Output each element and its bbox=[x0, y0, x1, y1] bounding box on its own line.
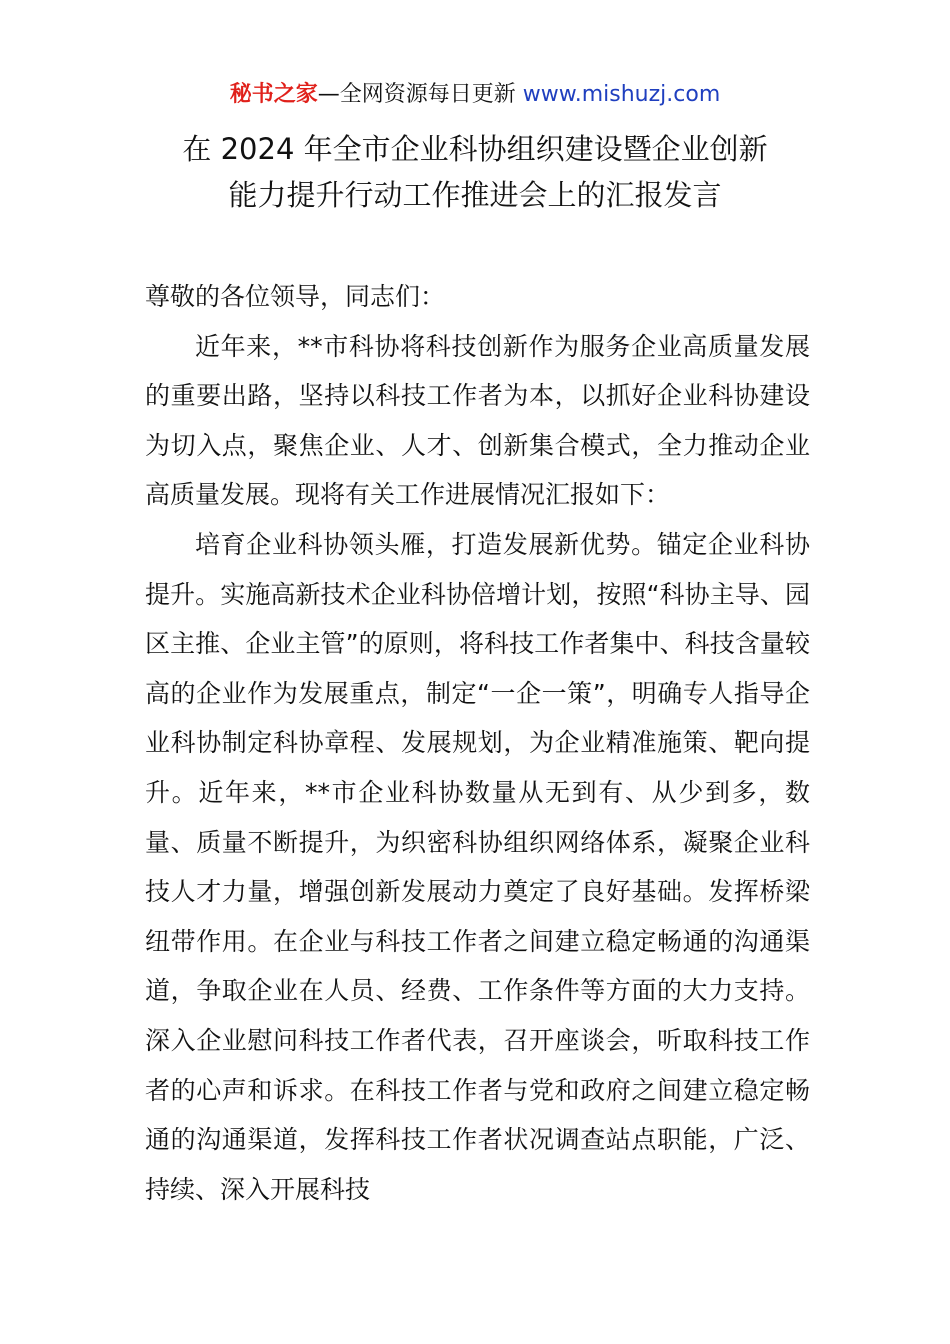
document-title-line-2: 能力提升行动工作推进会上的汇报发言 bbox=[228, 178, 722, 212]
body-paragraph-section-1: 培育企业科协领头雁，打造发展新优势。锚定企业科协提升。实施高新技术企业科协倍增计划，按照“科协主导、园区主推、企业主管”的原则，将科技工作者集中、科技含量较高的企业作为发展重点，制定“一企一策”，明确专人指导企业科协制定科协章程、发展规划，为企业精准施策、靶向提升。近年来，**市企业科协数量从无到有、从少到多，数量、质量不断提升，为织密科协组织网络体系，凝聚企业科技人才力量，增强创新发展动力奠定了良好基础。发挥桥梁纽带作用。在企业与科技工作者之间建立稳定畅通的沟通渠道，争取企业在人员、经费、工作条件等方面的大力支持。深入企业慰问科技工作者代表，召开座谈会，听取科技工作者的心声和诉求。在科技工作者与党和政府之间建立稳定畅通的沟通渠道，发挥科技工作者状况调查站点职能，广泛、持续、深入开展科技 bbox=[145, 529, 810, 1204]
document-title-line-1: 在 2024 年全市企业科协组织建设暨企业创新 bbox=[182, 132, 768, 166]
site-header bbox=[0, 78, 950, 112]
document-body bbox=[145, 272, 810, 1214]
site-url-link[interactable]: www.mishuzj.com bbox=[522, 82, 721, 107]
salutation: 尊敬的各位领导，同志们： bbox=[145, 282, 446, 311]
document-title bbox=[100, 126, 850, 218]
site-name: 秘书之家 bbox=[229, 82, 318, 107]
body-paragraph-intro: 近年来，**市科协将科技创新作为服务企业高质量发展的重要出路，坚持以科技工作者为本，以抓好企业科协建设为切入点，聚焦企业、人才、创新集合模式，全力推动企业高质量发展。现将有关工作进展情况汇报如下： bbox=[145, 331, 810, 510]
site-tagline: —全网资源每日更新 bbox=[317, 82, 523, 107]
